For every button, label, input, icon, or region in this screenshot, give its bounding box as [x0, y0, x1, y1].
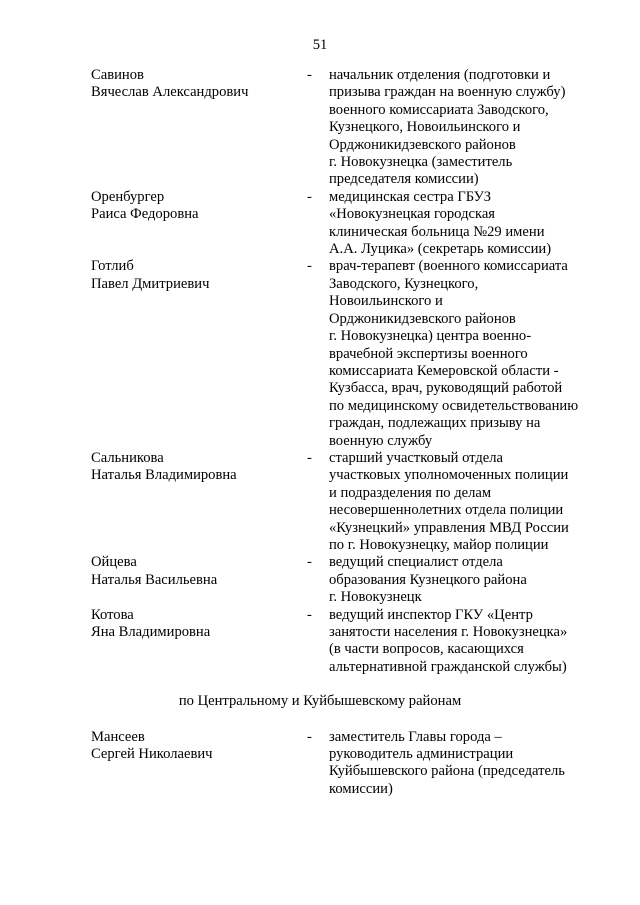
dash-separator: - — [307, 554, 312, 571]
position-line: военную службу — [329, 432, 433, 449]
dash-separator: - — [307, 606, 312, 623]
position-line: врач-терапевт (военного комиссариата — [329, 258, 568, 275]
position-line: председателя комиссии) — [329, 171, 479, 188]
position-line: и подразделения по делам — [329, 484, 492, 501]
member-position — [329, 729, 619, 799]
position-line: клиническая больница №29 имени — [329, 223, 545, 240]
position-line: заместитель Главы города – — [329, 728, 502, 745]
position-line: А.А. Луцика» (секретарь комиссии) — [329, 241, 552, 258]
position-line: Заводского, Кузнецкого, — [329, 275, 479, 292]
member-name — [91, 729, 307, 764]
position-line: образования Кузнецкого района — [329, 571, 527, 588]
position-line: ведущий специалист отдела — [329, 554, 503, 571]
member-entry — [0, 67, 640, 189]
position-line: комиссариата Кемеровской области - — [329, 362, 559, 379]
member-surname: Савинов — [91, 67, 144, 83]
member-surname: Готлиб — [91, 258, 134, 275]
member-position — [329, 607, 619, 677]
member-entry — [0, 554, 640, 606]
member-position — [329, 554, 619, 606]
member-name — [91, 67, 307, 102]
member-name — [91, 258, 307, 293]
position-line: по медицинскому освидетельствованию — [329, 397, 579, 414]
member-entry — [0, 607, 640, 677]
dash-separator: - — [307, 67, 312, 83]
member-surname: Ойцева — [91, 554, 137, 571]
member-name — [91, 607, 307, 642]
member-entry — [0, 729, 640, 799]
position-line: ведущий инспектор ГКУ «Центр — [329, 606, 533, 623]
member-given-names: Павел Дмитриевич — [91, 275, 210, 292]
position-line: (в части вопросов, касающихся — [329, 641, 524, 658]
position-line: занятости населения г. Новокузнецка» — [329, 624, 568, 640]
position-line: Орджоникидзевского районов — [329, 310, 516, 327]
commission-member-list — [0, 67, 640, 798]
dash-separator: - — [307, 728, 312, 745]
member-given-names: Вячеслав Александрович — [91, 84, 249, 101]
member-given-names: Наталья Васильевна — [91, 571, 218, 588]
member-name — [91, 189, 307, 224]
position-line: комиссии) — [329, 780, 393, 797]
position-line: руководитель администрации — [329, 746, 514, 763]
dash-separator: - — [307, 258, 312, 275]
member-entry — [0, 189, 640, 259]
entries-before — [0, 67, 640, 676]
position-line: Кузбасса, врач, руководящий работой — [329, 380, 563, 397]
position-line: начальник отделения (подготовки и — [329, 67, 551, 83]
position-line: Кузнецкого, Новоильинского и — [329, 119, 521, 136]
position-line: Куйбышевского района (председатель — [329, 763, 565, 780]
position-line: г. Новокузнецка) центра военно- — [329, 328, 532, 345]
position-line: военного комиссариата Заводского, — [329, 101, 549, 118]
member-entry — [0, 450, 640, 554]
dash-separator: - — [307, 188, 312, 205]
member-surname: Котова — [91, 606, 134, 623]
page-number: 51 — [312, 37, 328, 53]
position-line: «Новокузнецкая городская — [329, 206, 496, 223]
member-position — [329, 67, 619, 189]
member-surname: Мансеев — [91, 728, 145, 745]
position-line: медицинская сестра ГБУЗ — [329, 188, 492, 205]
member-surname: Сальникова — [91, 449, 164, 466]
member-entry — [0, 258, 640, 449]
member-given-names: Раиса Федоровна — [91, 206, 199, 223]
member-name — [91, 554, 307, 589]
position-line: альтернативной гражданской службы) — [329, 658, 567, 675]
position-line: граждан, подлежащих призыву на — [329, 415, 541, 432]
member-given-names: Яна Владимировна — [91, 624, 211, 640]
position-line: участковых уполномоченных полиции — [329, 467, 569, 484]
member-position — [329, 189, 619, 259]
position-line: врачебной экспертизы военного — [329, 345, 528, 362]
position-line: Орджоникидзевского районов — [329, 136, 516, 153]
dash-separator: - — [307, 449, 312, 466]
position-line: старший участковый отдела — [329, 449, 504, 466]
member-surname: Оренбургер — [91, 188, 165, 205]
member-position — [329, 258, 619, 449]
position-line: Новоильинского и — [329, 293, 443, 310]
position-line: г. Новокузнецка (заместитель — [329, 154, 513, 171]
member-name — [91, 450, 307, 485]
member-position — [329, 450, 619, 554]
position-line: по г. Новокузнецку, майор полиции — [329, 536, 549, 553]
position-line: несовершеннолетних отдела полиции — [329, 502, 564, 519]
entries-after — [0, 729, 640, 799]
member-given-names: Сергей Николаевич — [91, 746, 213, 763]
section-heading: по Центральному и Куйбышевскому районам — [178, 693, 462, 710]
position-line: призыва граждан на военную службу) — [329, 84, 566, 101]
position-line: г. Новокузнецк — [329, 589, 422, 606]
position-line: «Кузнецкий» управления МВД России — [329, 519, 569, 536]
member-given-names: Наталья Владимировна — [91, 467, 237, 484]
